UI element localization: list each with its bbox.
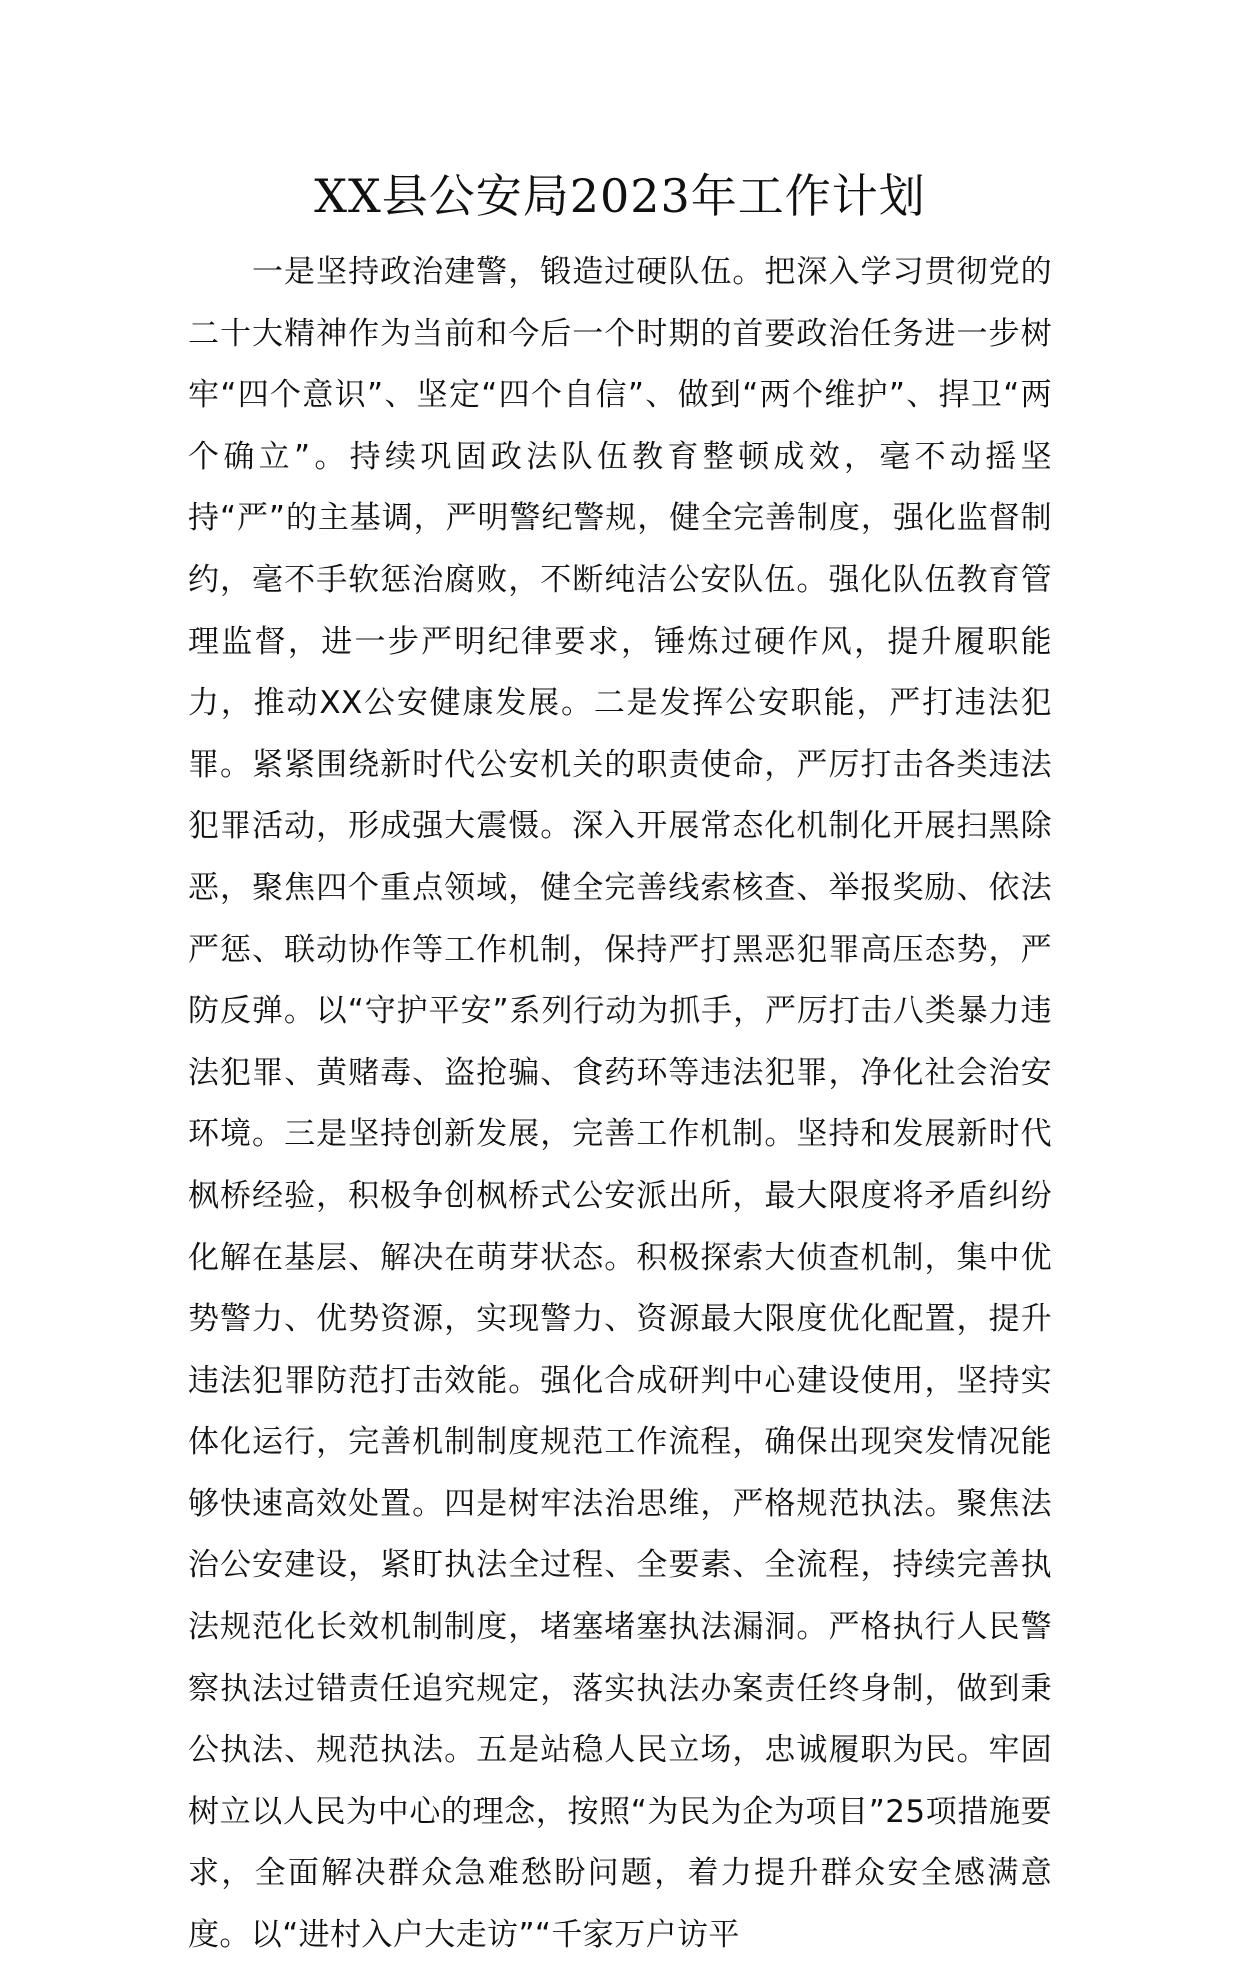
document-body-paragraph: 一是坚持政治建警，锻造过硬队伍。把深入学习贯彻党的二十大精神作为当前和今后一个时期的首要政治任务进一步树牢“四个意识”、坚定“四个自信”、做到“两个维护”、捍卫“两个确立”。持续巩固政法队伍教育整顿成效，毫不动摇坚持“严”的主基调，严明警纪警规，健全完善制度，强化监督制约，毫不手软惩治腐败，不断纯洁公安队伍。强化队伍教育管理监督，进一步严明纪律要求，锤炼过硬作风，提升履职能力，推动XX公安健康发展。二是发挥公安职能，严打违法犯罪。紧紧围绕新时代公安机关的职责使命，严厉打击各类违法犯罪活动，形成强大震慑。深入开展常态化机制化开展扫黑除恶，聚焦四个重点领域，健全完善线索核查、举报奖励、依法严惩、联动协作等工作机制，保持严打黑恶犯罪高压态势，严防反弹。以“守护平安”系列行动为抓手，严厉打击八类暴力违法犯罪、黄赌毒、盗抢骗、食药环等违法犯罪，净化社会治安环境。三是坚持创新发展，完善工作机制。坚持和发展新时代枫桥经验，积极争创枫桥式公安派出所，最大限度将矛盾纠纷化解在基层、解决在萌芽状态。积极探索大侦查机制，集中优势警力、优势资源，实现警力、资源最大限度优化配置，提升违法犯罪防范打击效能。强化合成研判中心建设使用，坚持实体化运行，完善机制制度规范工作流程，确保出现突发情况能够快速高效处置。四是树牢法治思维，严格规范执法。聚焦法治公安建设，紧盯执法全过程、全要素、全流程，持续完善执法规范化长效机制制度，堵塞堵塞执法漏洞。严格执行人民警察执法过错责任追究规定，落实执法办案责任终身制，做到秉公执法、规范执法。五是站稳人民立场，忠诚履职为民。牢固树立以人民为中心的理念，按照“为民为企为项目”25项措施要求，全面解决群众急难愁盼问题，着力提升群众安全感满意度。以“进村入户大走访”“千家万户访平 (188, 254, 1052, 1954)
document-title: XX县公安局2023年工作计划 (314, 169, 926, 223)
